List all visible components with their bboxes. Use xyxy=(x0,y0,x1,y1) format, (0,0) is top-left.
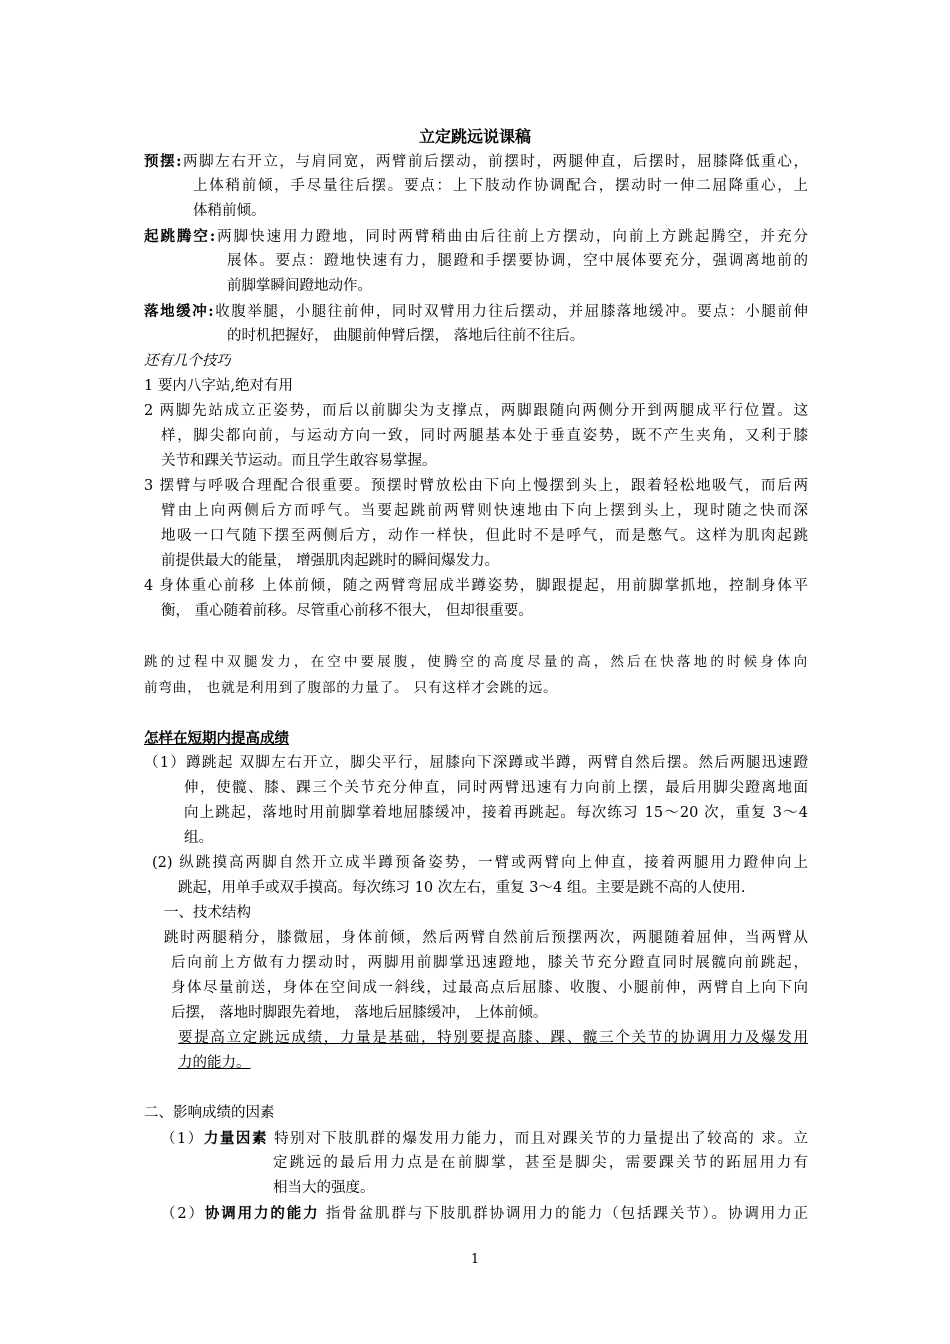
tips-line-2: 2 两脚先站成立正姿势，而后以前脚尖为支撑点，两脚跟随向两侧分开到两腿成平行位置。这 xyxy=(144,403,808,419)
qitiao-line-1 xyxy=(144,224,808,250)
factors-heading: 二、影响成绩的因素 xyxy=(144,1105,275,1121)
structure-line-4: 后摆， 落地时脚跟先着地， 落地后屈膝缓冲， 上体前倾。 xyxy=(171,1005,548,1021)
tips-line-6: 臂由上向两侧后方而呼气。当要起跳前两臂则快速地由下向上摆到头上，现时随之快而深 xyxy=(161,503,808,519)
yubai-line-1 xyxy=(144,149,808,175)
structure-line-3: 身体尽量前送，身体在空间成一斜线，过最高点后屈膝、收腹、小腿前伸，两臂自上向下向 xyxy=(171,980,808,996)
tips-line-5: 3 摆臂与呼吸合理配合很重要。预摆时臂放松由下向上慢摆到头上，跟着轻松地吸气，而后两 xyxy=(144,478,808,494)
luodi-label: 落地缓冲: xyxy=(144,303,214,320)
structure-heading: 一、技术结构 xyxy=(164,905,251,921)
improve-heading: 怎样在短期内提高成绩 xyxy=(144,730,289,747)
improve-1-line-3: 向上跳起，落地时用前脚掌着地屈膝缓冲，接着再跳起。每次练习 15～20 次，重复 3～4 xyxy=(184,805,808,821)
factors-1-text-1: 特别对下肢肌群的爆发用力能力，而且对踝关节的力量提出了较高的 求。立 xyxy=(268,1131,808,1147)
improve-2-line-1: (2) 纵跳摸高两脚自然开立成半蹲预备姿势，一臂或两臂向上伸直，接着两腿用力蹬伸向上 xyxy=(152,855,808,871)
luodi-line-2: 的时机把握好， 曲腿前伸臂后摆， 落地后往前不往后。 xyxy=(227,328,585,344)
improve-1-line-1: （1）蹲跳起 双脚左右开立，脚尖平行，屈膝向下深蹲或半蹲，两臂自然后摆。然后两腿迅速蹬 xyxy=(144,755,808,771)
improve-2-line-2: 跳起，用单手或双手摸高。每次练习 10 次左右，重复 3～4 组。主要是跳不高的人使用. xyxy=(178,880,746,896)
note-line-1: 跳的过程中双腿发力，在空中要展腹，使腾空的高度尽量的高，然后在快落地的时候身体向 xyxy=(144,654,808,670)
factors-1-label: 力量因素 xyxy=(203,1130,268,1147)
yubai-text-1: 两脚左右开立，与肩同宽，两臂前后摆动，前摆时，两腿伸直，后摆时，屈膝降低重心， xyxy=(181,154,808,170)
factors-2-text-1: 指骨盆肌群与下肢肌群协调用力的能力（包括踝关节）。协调用力正 xyxy=(319,1206,808,1222)
structure-line-2: 后向前上方做有力摆动时，两脚用前脚掌迅速蹬地，膝关节充分蹬直同时展髋向前跳起， xyxy=(171,955,808,971)
factors-1-line-2: 定跳远的最后用力点是在前脚掌，甚至是脚尖，需要踝关节的跖屈用力有 xyxy=(273,1155,808,1171)
luodi-line-1 xyxy=(144,299,808,325)
tips-line-8: 前提供最大的能量， 增强肌肉起跳时的瞬间爆发力。 xyxy=(161,553,500,569)
structure-line-1: 跳时两腿稍分，膝微屈，身体前倾，然后两臂自然前后预摆两次，两腿随着屈伸，当两臂从 xyxy=(164,930,808,946)
tips-line-3: 样，脚尖都向前，与运动方向一致，同时两腿基本处于垂直姿势，既不产生夹角，又利于膝 xyxy=(161,428,808,444)
factors-1-number: （1） xyxy=(161,1131,204,1147)
tips-line-9: 4 身体重心前移 上体前倾，随之两臂弯屈成半蹲姿势，脚跟提起，用前脚掌抓地，控制身体平 xyxy=(144,578,808,594)
factors-1-line-1 xyxy=(161,1126,808,1152)
improve-1-line-2: 伸，使髋、膝、踝三个关节充分伸直，同时两臂迅速有力向前上摆，最后用脚尖蹬离地面 xyxy=(184,780,808,796)
tips-line-10: 衡， 重心随着前移。尽管重心前移不很大， 但却很重要。 xyxy=(161,603,533,619)
factors-2-number: （2） xyxy=(161,1206,205,1222)
luodi-text-1: 收腹举腿，小腿往前伸，同时双臂用力往后摆动，并屈膝落地缓冲。要点：小腿前伸 xyxy=(213,304,808,320)
tips-line-4: 关节和踝关节运动。而且学生敢容易掌握。 xyxy=(161,453,437,469)
tips-line-7: 地吸一口气随下摆至两侧后方，动作一样快，但此时不是呼气，而是憋气。这样为肌肉起跳 xyxy=(161,528,808,544)
page-number: 1 xyxy=(470,1252,480,1267)
yubai-line-3: 体稍前倾。 xyxy=(193,203,266,219)
tips-heading: 还有几个技巧 xyxy=(144,353,231,369)
structure-underlined-2: 力的能力。 xyxy=(178,1055,251,1071)
yubai-label: 预摆: xyxy=(144,153,182,170)
factors-2-label: 协调用力的能力 xyxy=(204,1205,320,1222)
tips-line-1: 1 要内八字站,绝对有用 xyxy=(144,378,293,394)
qitiao-text-1: 两脚快速用力蹬地，同时两臂稍曲由后往前上方摆动，向前上方跳起腾空，并充分 xyxy=(215,229,808,245)
page-title: 立定跳远说课稿 xyxy=(418,127,531,146)
factors-1-line-3: 相当大的强度。 xyxy=(273,1180,375,1196)
qitiao-label: 起跳腾空: xyxy=(144,228,216,245)
improve-1-line-4: 组。 xyxy=(184,830,213,846)
structure-underlined-1: 要提高立定跳远成绩，力量是基础，特别要提高膝、踝、髋三个关节的协调用力及爆发用 xyxy=(178,1030,808,1046)
factors-2-line-1 xyxy=(161,1201,808,1227)
note-line-2: 前弯曲， 也就是利用到了腹部的力量了。 只有这样才会跳的远。 xyxy=(144,680,558,696)
qitiao-line-2: 展体。要点：蹬地快速有力，腿蹬和手摆要协调，空中展体要充分，强调离地前的 xyxy=(227,253,808,269)
qitiao-line-3: 前脚掌瞬间蹬地动作。 xyxy=(227,278,372,294)
yubai-line-2: 上体稍前倾，手尽量往后摆。要点：上下肢动作协调配合，摆动时一伸二屈降重心，上 xyxy=(193,178,808,194)
